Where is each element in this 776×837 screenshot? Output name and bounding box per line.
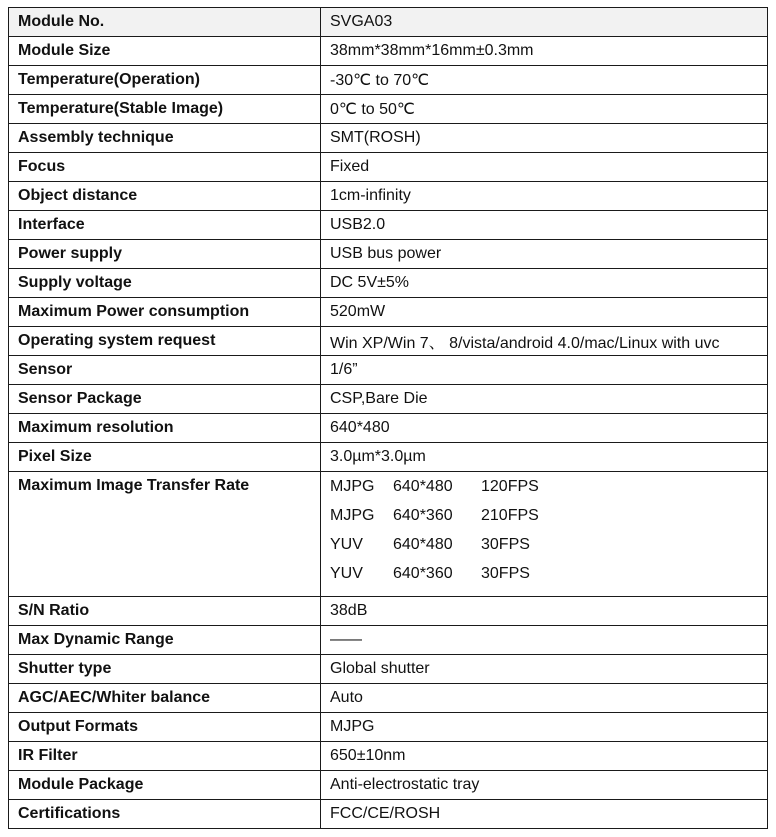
spec-value: 0℃ to 50℃ [321,95,768,124]
spec-value: USB bus power [321,240,768,269]
spec-label: Focus [9,153,321,182]
rate-fps: 30FPS [481,565,530,582]
rate-resolution: 640*480 [393,478,453,495]
spec-label: Module Package [9,771,321,800]
spec-label: Temperature(Operation) [9,66,321,95]
table-row [9,742,768,771]
spec-label: Max Dynamic Range [9,626,321,655]
spec-value: SMT(ROSH) [321,124,768,153]
table-row [9,37,768,66]
table-row [9,153,768,182]
rate-resolution: 640*360 [393,565,453,582]
spec-value: Win XP/Win 7、 8/vista/android 4.0/mac/Linux with uvc [321,327,768,356]
table-row [9,356,768,385]
spec-value: 38dB [321,597,768,626]
spec-value: CSP,Bare Die [321,385,768,414]
transfer-rate-line [330,534,758,563]
spec-label: Certifications [9,800,321,829]
spec-label: Maximum Image Transfer Rate [9,472,321,597]
spec-value: USB2.0 [321,211,768,240]
spec-value: 640*480 [321,414,768,443]
transfer-rate-list [321,472,768,597]
table-row [9,298,768,327]
spec-table [8,7,768,829]
rate-fps: 120FPS [481,478,539,495]
table-row [9,95,768,124]
spec-value: -30℃ to 70℃ [321,66,768,95]
spec-label: Object distance [9,182,321,211]
spec-value: FCC/CE/ROSH [321,800,768,829]
table-row [9,327,768,356]
spec-value: 3.0µm*3.0µm [321,443,768,472]
spec-label: Temperature(Stable Image) [9,95,321,124]
table-row [9,800,768,829]
spec-label: Sensor [9,356,321,385]
table-row [9,66,768,95]
table-row [9,124,768,153]
spec-value: —— [321,626,768,655]
table-row [9,684,768,713]
table-row [9,713,768,742]
spec-label: Module No. [9,8,321,37]
spec-label: Pixel Size [9,443,321,472]
table-row [9,385,768,414]
rate-format: YUV [330,536,363,553]
spec-label: Sensor Package [9,385,321,414]
spec-label: Supply voltage [9,269,321,298]
rate-fps: 30FPS [481,536,530,553]
spec-label: Interface [9,211,321,240]
rate-resolution: 640*480 [393,536,453,553]
table-row [9,597,768,626]
rate-format: MJPG [330,478,375,495]
spec-value: 650±10nm [321,742,768,771]
spec-value: 520mW [321,298,768,327]
table-row [9,626,768,655]
table-row [9,655,768,684]
spec-label: Operating system request [9,327,321,356]
spec-value: 1cm-infinity [321,182,768,211]
table-row [9,211,768,240]
transfer-rate-line [330,563,758,592]
rate-format: YUV [330,565,363,582]
table-row [9,414,768,443]
spec-label: Output Formats [9,713,321,742]
spec-label: Maximum Power consumption [9,298,321,327]
table-row-transfer-rate [9,472,768,597]
spec-label: Assembly technique [9,124,321,153]
table-row [9,771,768,800]
table-row [9,443,768,472]
table-row [9,240,768,269]
rate-fps: 210FPS [481,507,539,524]
transfer-rate-line [330,505,758,534]
rate-format: MJPG [330,507,375,524]
spec-value: Auto [321,684,768,713]
spec-value: SVGA03 [321,8,768,37]
table-row [9,182,768,211]
spec-label: Shutter type [9,655,321,684]
spec-label: Module Size [9,37,321,66]
spec-value: Fixed [321,153,768,182]
spec-value: Global shutter [321,655,768,684]
spec-label: IR Filter [9,742,321,771]
spec-label: AGC/AEC/Whiter balance [9,684,321,713]
spec-label: S/N Ratio [9,597,321,626]
spec-value: 1/6” [321,356,768,385]
spec-value: MJPG [321,713,768,742]
spec-value: 38mm*38mm*16mm±0.3mm [321,37,768,66]
rate-resolution: 640*360 [393,507,453,524]
spec-value: DC 5V±5% [321,269,768,298]
table-row [9,8,768,37]
spec-label: Maximum resolution [9,414,321,443]
table-row [9,269,768,298]
spec-value: Anti-electrostatic tray [321,771,768,800]
transfer-rate-line [330,476,758,505]
spec-label: Power supply [9,240,321,269]
